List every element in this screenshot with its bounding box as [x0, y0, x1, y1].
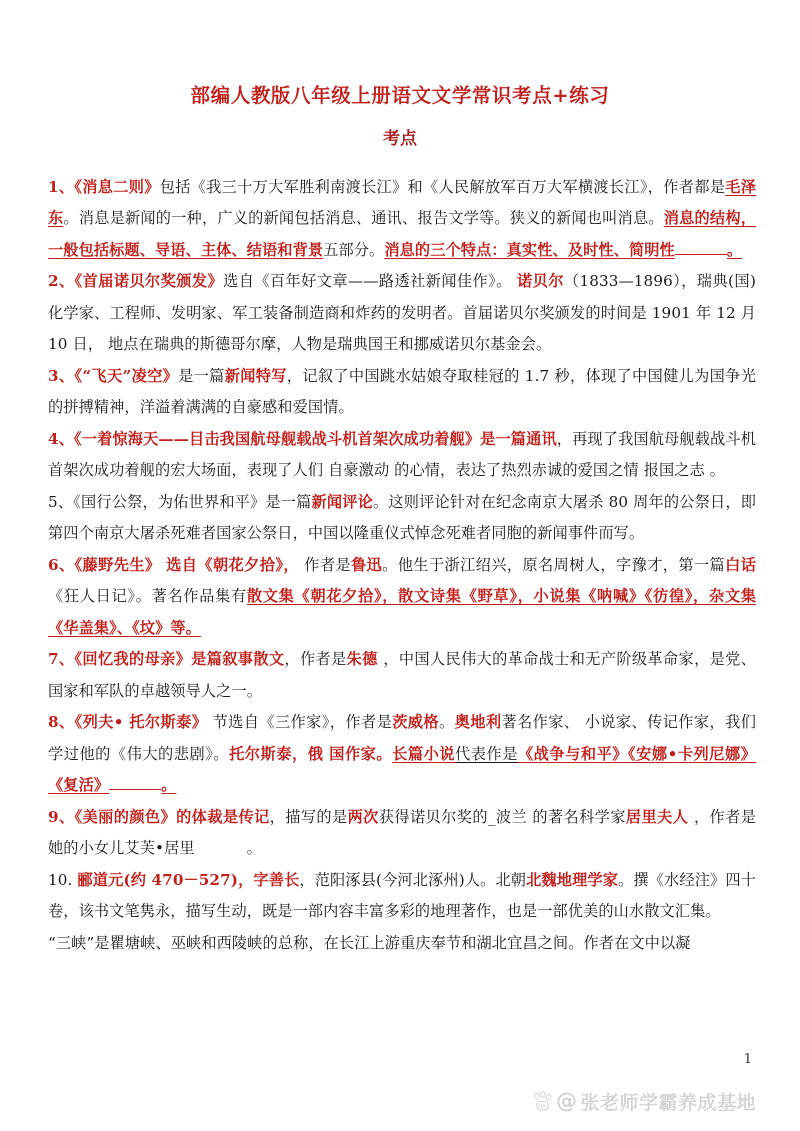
item-7-author: 朱德 — [346, 650, 384, 669]
item-9-text-c: ，作者是她的小女儿艾芙•居里 — [48, 807, 756, 858]
section-heading: 考点 — [383, 129, 417, 150]
page-title: 部编人教版八年级上册语文文学常识考点+练习 — [190, 84, 610, 107]
list-item-5 — [48, 487, 756, 550]
item-1-text-a: 包括《我三十万大军胜利南渡长江》和《人民解放军百万大军横渡长江》，作者都是 — [159, 177, 726, 196]
list-item-1 — [48, 172, 756, 267]
list-item-2 — [48, 266, 756, 361]
list-item-10 — [48, 865, 756, 928]
item-4-work-title: 《一着惊海天——目击我国航母舰载战斗机首架次成功着舰》是一篇通讯 — [74, 429, 557, 448]
page-number: 1 — [743, 1052, 752, 1067]
item-6-text-a: 作者是 — [298, 555, 351, 574]
item-8-novels: 《战争与和平》《安娜•卡列尼娜》《复活》 — [48, 744, 757, 795]
item-1-blank — [675, 254, 727, 255]
item-4-text-a: ，再现了我国航母舰载战斗机首架次成功着舰的宏大场面，表现了人们 自豪激动 的心情，表达了热烈赤诚的爱国之情 报国之志 。 — [48, 429, 756, 480]
list-item-11 — [48, 928, 756, 960]
item-8-text-c: 代表作是 — [455, 744, 518, 763]
watermark-text: 张老师学霸养成基地 — [580, 1092, 756, 1114]
item-7-number: 7、 — [48, 650, 75, 669]
item-6-text-b: 。他生于浙江绍兴，原名周树人，字豫才，第一篇 — [382, 555, 726, 574]
item-11-text: “三峡”是瞿塘峡、巫峡和西陵峡的总称，在长江上游重庆奉节和湖北宜昌之间。作者在文中以凝 — [48, 933, 691, 952]
item-3-text-a: 是一篇 — [178, 366, 225, 385]
at-symbol-icon: @ — [555, 1089, 578, 1113]
item-8-period: 。 — [161, 776, 177, 795]
watermark — [532, 1088, 756, 1115]
item-6-vernacular: 白话 — [725, 555, 757, 574]
document-body — [0, 172, 800, 960]
item-7-text-b: ，中国人民伟大的革命战士和无产阶级革命家，是党、国家和军队的卓越领导人之一。 — [48, 650, 756, 700]
item-10-person: 郦道元(约 470－527)，字善长 — [77, 870, 300, 889]
item-8-text-b: 著名作家、 小说家、传记作家，我们学过他的《伟大的悲剧》。 — [48, 713, 756, 763]
item-4-number: 4、 — [48, 429, 75, 448]
item-9-period: 。 — [246, 839, 262, 858]
item-2-text-a: 选自《百年好文章——路透社新闻佳作》。 — [223, 272, 518, 291]
item-8-number: 8、 — [48, 713, 75, 732]
item-3-work-title: 《“飞天”凌空》 — [74, 366, 179, 385]
item-1-number: 1、 — [48, 177, 75, 196]
item-2-number: 2、 — [48, 272, 75, 291]
item-6-author: 鲁迅 — [350, 555, 383, 574]
item-1-period: 。 — [726, 240, 743, 259]
item-1-text-b: 。消息是新闻的一种，广义的新闻包括消息、通讯、报告文学等。狭义的新闻也叫消息。 — [63, 209, 664, 228]
item-2-text-b: （1833—1896），瑞典(国)化学家、工程师、发明家、军工装备制造商和炸药的发明者。首届诺贝尔奖颁发的时间是 1901 年 12 月 10 日， 地点在瑞典的斯德哥尔摩，人物是瑞典国王和挪威诺贝尔基金会。 — [48, 272, 756, 354]
item-1-features: 消息的三个特点：真实性、及时性、简明性 — [384, 240, 675, 259]
item-9-scientist: 居里夫人 — [625, 807, 694, 826]
item-3-genre: 新闻特写 — [224, 366, 287, 385]
item-5-number: 5、 — [48, 492, 74, 511]
list-item-7 — [48, 644, 756, 707]
item-6-number: 6、 — [48, 555, 75, 574]
item-5-genre: 新闻评论 — [311, 492, 374, 511]
item-3-number: 3、 — [48, 366, 75, 385]
item-2-person: 诺贝尔 — [517, 272, 564, 291]
item-8-text-a: 节选自《三作家》，作者是 — [207, 713, 393, 732]
item-9-number: 9、 — [48, 807, 75, 826]
item-1-author: 毛泽东 — [48, 177, 756, 228]
item-7-text-a: ，作者是 — [284, 650, 347, 669]
list-item-3 — [48, 361, 756, 424]
item-3-text-b: ，记叙了中国跳水姑娘夺取桂冠的 1.7 秒，体现了中国健儿为国争光的拼搏精神，洋溢着满满的自豪感和爱国情。 — [48, 366, 756, 417]
item-1-work-title: 《消息二则》 — [74, 177, 160, 196]
baidu-paw-icon — [532, 1091, 553, 1112]
item-5-text-a: 。这则评论针对在纪念南京大屠杀 80 周年的公祭日，即第四个南京大屠杀死难者国家公祭日，中国以隆重仪式悼念死难者同胞的新闻事件而写。 — [48, 492, 756, 543]
item-10-title: 北魏地理学家 — [526, 870, 619, 889]
item-8-blank — [109, 789, 161, 790]
item-6-work-title: 《藤野先生》 选自《朝花夕拾》， — [74, 555, 299, 574]
item-6-collections: 散文集《朝花夕拾》，散文诗集《野草》，小说集《呐喊》《彷徨》，杂文集《华盖集》、《坟》等。 — [48, 587, 756, 637]
item-8-punct-a: 。 — [439, 713, 455, 732]
list-item-9 — [48, 802, 756, 865]
item-9-twice: 两次 — [347, 807, 379, 826]
item-9-text-a: ，描写的是 — [269, 807, 348, 826]
item-8-author: 茨威格 — [392, 713, 440, 732]
item-10-text-b: 。撰《水经注》四十卷，该书文笔隽永，描写生动，既是一部内容丰富多彩的地理著作，也是一部优美的山水散文汇集。 — [48, 870, 756, 921]
item-9-work-title: 《美丽的颜色》的体裁是传记 — [74, 807, 270, 826]
list-item-8 — [48, 707, 756, 802]
item-2-work-title: 《首届诺贝尔奖颁发》 — [74, 272, 224, 291]
svg-text:du: du — [538, 1104, 547, 1110]
item-1-structure: 消息的结构，一般包括标题、导语、主体、结语和背景 — [48, 209, 757, 259]
item-7-work-title: 《回忆我的母亲》是篇叙事散文 — [74, 650, 285, 669]
item-8-nationality: 奥地利 — [454, 713, 502, 732]
item-10-number: 10. — [48, 870, 78, 889]
item-5-work-title: 《国行公祭，为佑世界和平》是一篇 — [73, 492, 312, 511]
list-item-6 — [48, 550, 756, 645]
item-8-work-title: 《列夫• 托尔斯泰》 — [74, 713, 208, 732]
item-6-text-c: 《狂人日记》。著名作品集有 — [48, 587, 247, 606]
item-9-text-b: 获得诺贝尔奖的_波兰 的著名科学家 — [378, 807, 626, 826]
item-8-tolstoy: 托尔斯泰，俄 国作家。 — [229, 744, 393, 763]
list-item-4 — [48, 424, 756, 487]
item-10-text-a: ，范阳涿县(今河北涿州)人。北朝 — [299, 870, 527, 889]
item-8-novel-label: 长篇小说 — [392, 744, 456, 763]
item-1-text-c: 五部分。 — [323, 240, 385, 259]
